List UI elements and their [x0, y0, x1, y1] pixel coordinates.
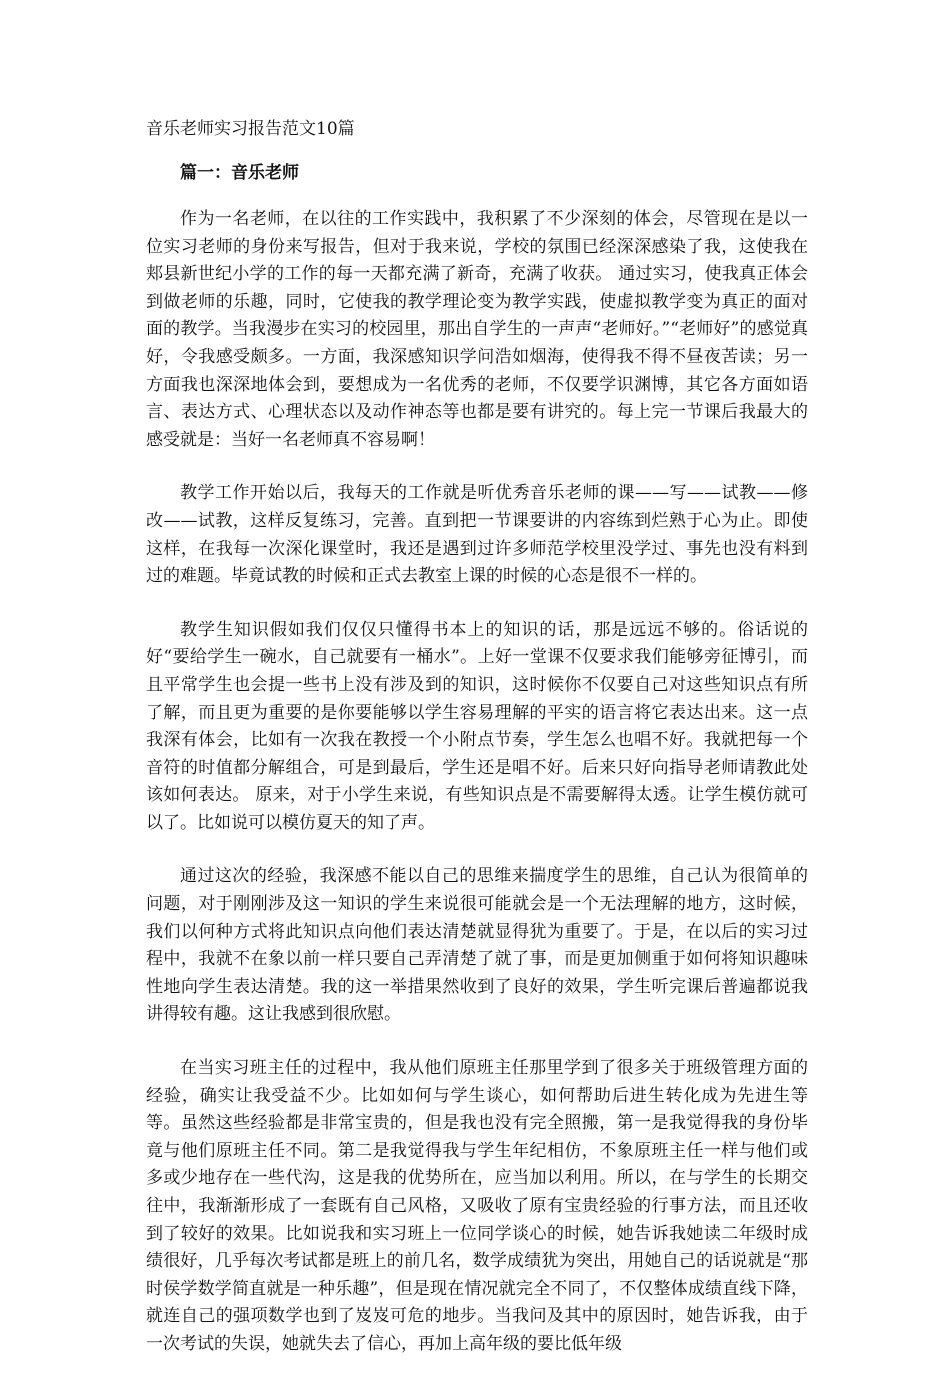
paragraph: 在当实习班主任的过程中，我从他们原班主任那里学到了很多关于班级管理方面的经验，确实让我受益不少。比如如何与学生谈心，如何帮助后进生转化成为先进生等等。虽然这些经验都是非常宝贵的，但是我也没有完全照搬，第一是我觉得我的身份毕竟与他们原班主任不同。第二是我觉得我与学生年纪相仿，不象原班主任一样与他们或多或少地存在一些代沟，这是我的优势所在，应当加以利用。所以，在与学生的长期交往中，我渐渐形成了一套既有自己风格，又吸收了原有宝贵经验的行事方法，而且还收到了较好的效果。比如说我和实习班上一位同学谈心的时候，她告诉我她读二年级时成绩很好，几乎每次考试都是班上的前几名，数学成绩犹为突出，用她自己的话说就是“那时侯学数学简直就是一种乐趣”，但是现在情况就完全不同了，不仅整体成绩直线下降，就连自己的强项数学也到了岌岌可危的地步。当我问及其中的原因时，她告诉我，由于一次考试的失误，她就失去了信心，再加上高年级的要比低年级 [146, 1058, 808, 1354]
section-heading: 篇一：音乐老师 [180, 163, 299, 183]
paragraph: 通过这次的经验，我深感不能以自己的思维来揣度学生的思维，自己认为很简单的问题，对于刚刚涉及这一知识的学生来说很可能就会是一个无法理解的地方，这时候，我们以何种方式将此知识点向他们表达清楚就显得犹为重要了。于是，在以后的实习过程中，我就不在象以前一样只要自己弄清楚了就了事，而是更加侧重于如何将知识趣味性地向学生表达清楚。我的这一举措果然收到了良好的效果，学生听完课后普遍都说我讲得较有趣。这让我感到很欣慰。 [146, 866, 808, 1025]
paragraph: 教学工作开始以后，我每天的工作就是听优秀音乐老师的课——写——试教——修改——试教，这样反复练习，完善。直到把一节课要讲的内容练到烂熟于心为止。即使这样，在我每一次深化课堂时，我还是遇到过许多师范学校里没学过、事先也没有料到过的难题。毕竟试教的时候和正式去教室上课的时候的心态是很不一样的。 [146, 483, 808, 587]
document-title: 音乐老师实习报告范文10篇 [146, 119, 355, 139]
paragraph: 作为一名老师，在以往的工作实践中，我积累了不少深刻的体会，尽管现在是以一位实习老师的身份来写报告，但对于我来说，学校的氛围已经深深感染了我，这使我在郏县新世纪小学的工作的每一天都充满了新奇，充满了收获。 通过实习，使我真正体会到做老师的乐趣，同时，它使我的教学理论变为教学实践，使虚拟教学变为真正的面对面的教学。当我漫步在实习的校园里，那出自学生的一声声“老师好。”“老师好”的感觉真好，令我感受颇多。一方面，我深感知识学问浩如烟海，使得我不得不昼夜苦读；另一方面我也深深地体会到，要想成为一名优秀的老师，不仅要学识渊博，其它各方面如语言、表达方式、心理状态以及动作神态等也都是要有讲究的。每上完一节课后我最大的感受就是：当好一名老师真不容易啊！ [146, 209, 808, 450]
paragraph: 教学生知识假如我们仅仅只懂得书本上的知识的话，那是远远不够的。俗话说的好“要给学生一碗水，自己就要有一桶水”。上好一堂课不仅要求我们能够旁征博引，而且平常学生也会提一些书上没有涉及到的知识，这时候你不仅要自己对这些知识点有所了解，而且更为重要的是你要能够以学生容易理解的平实的语言将它表达出来。这一点我深有体会，比如有一次我在教授一个小附点节奏，学生怎么也唱不好。我就把每一个音符的时值都分解组合，可是到最后，学生还是唱不好。后来只好向指导老师请教此处该如何表达。 原来，对于小学生来说，有些知识点是不需要解得太透。让学生模仿就可以了。比如说可以模仿夏天的知了声。 [146, 619, 808, 833]
document-body [146, 206, 808, 1385]
